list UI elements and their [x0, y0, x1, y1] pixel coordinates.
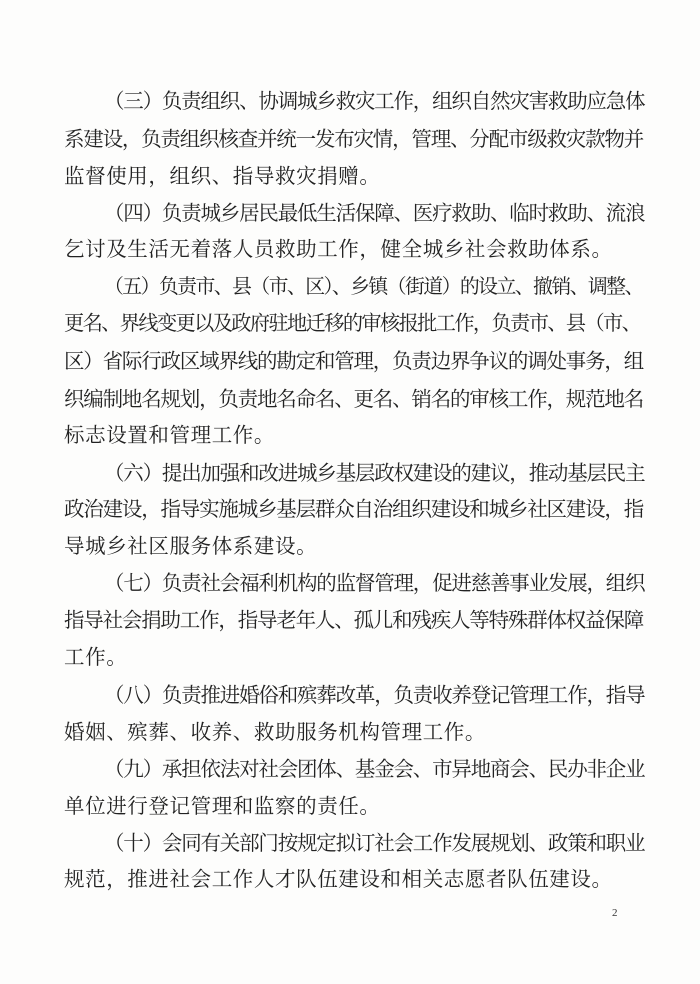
text-line: 单位进行登记管理和监察的责任。 — [64, 794, 381, 818]
text-line: 区）省际行政区域界线的勘定和管理，负责边界争议的调处事务，组 — [64, 349, 643, 373]
text-line: （六）提出加强和改进城乡基层政权建设的建议，推动基层民主 — [104, 461, 645, 485]
text-line: （十）会同有关部门按规定拟订社会工作发展规划、政策和职业 — [104, 831, 645, 855]
text-line: （九）承担依法对社会团体、基金会、市异地商会、民办非企业 — [104, 757, 645, 781]
text-line: （五）负责市、县（市、区）、乡镇（街道）的设立、撤销、调整、 — [104, 275, 643, 298]
text-line: （七）负责社会福利机构的监督管理，促进慈善事业发展，组织 — [104, 571, 645, 595]
text-line: 乞讨及生活无着落人员救助工作，健全城乡社会救助体系。 — [64, 237, 613, 261]
text-line: 政治建设，指导实施城乡基层群众自治组织建设和城乡社区建设，指 — [64, 497, 643, 521]
text-line: 标志设置和管理工作。 — [64, 423, 275, 447]
text-line: 导城乡社区服务体系建设。 — [64, 534, 318, 558]
text-line: 规范，推进社会工作人才队伍建设和相关志愿者队伍建设。 — [64, 867, 613, 891]
text-line: 系建设，负责组织核查并统一发布灾情，管理、分配市级救灾款物并 — [64, 127, 643, 151]
text-line: （四）负责城乡居民最低生活保障、医疗救助、临时救助、流浪 — [104, 201, 645, 225]
page-number: 2 — [612, 907, 618, 919]
text-line: 织编制地名规划，负责地名命名、更名、销名的审核工作，规范地名 — [64, 387, 643, 411]
text-line: 更名、界线变更以及政府驻地迁移的审核报批工作，负责市、县（市、 — [64, 311, 641, 335]
text-line: 指导社会捐助工作，指导老年人、孤儿和残疾人等特殊群体权益保障 — [64, 608, 643, 632]
text-line: 监督使用，组织、指导救灾捐赠。 — [64, 164, 381, 188]
text-line: 工作。 — [64, 645, 128, 669]
text-line: （三）负责组织、协调城乡救灾工作，组织自然灾害救助应急体 — [104, 89, 645, 113]
text-line: （八）负责推进婚俗和殡葬改革，负责收养登记管理工作，指导 — [104, 683, 645, 707]
text-line: 婚姻、殡葬、收养、救助服务机构管理工作。 — [64, 720, 486, 744]
